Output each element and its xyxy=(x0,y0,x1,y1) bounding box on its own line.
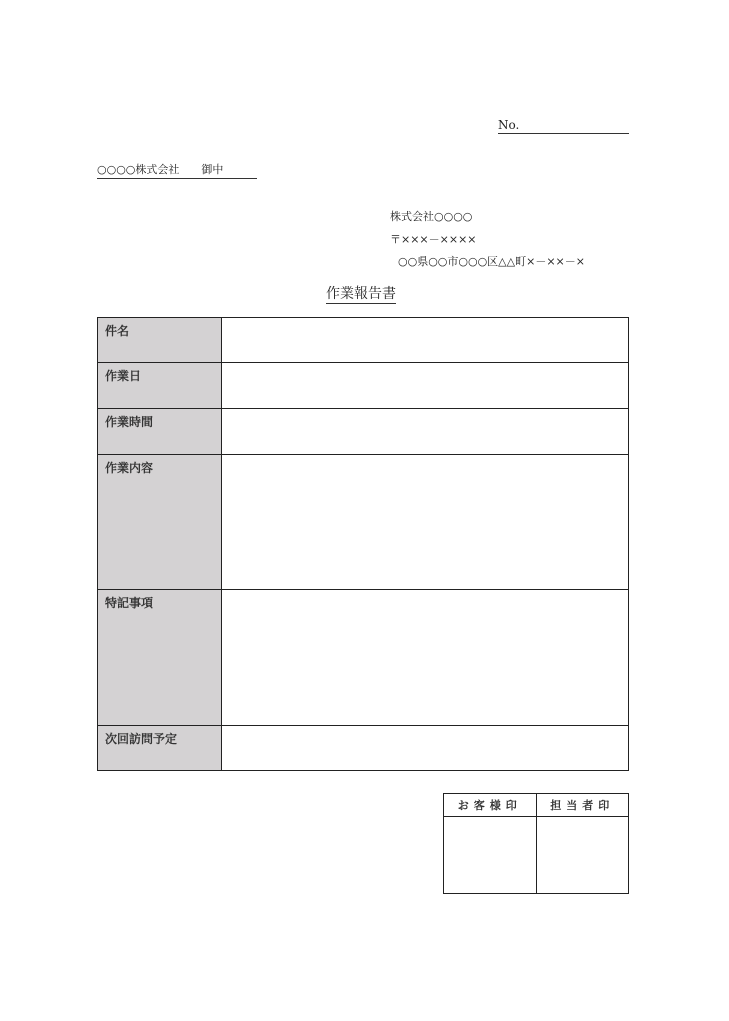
report-table xyxy=(97,317,629,771)
document-title: 作業報告書 xyxy=(326,286,396,302)
document-number-label: No. xyxy=(498,118,520,132)
recipient-honorific: 御中 xyxy=(201,163,224,176)
sender-address: ○○県○○市○○○区△△町×－××－× xyxy=(398,255,585,268)
customer-seal-label: お客様印 xyxy=(444,794,537,817)
row-label-work-content: 作業内容 xyxy=(98,455,222,590)
work-time-field[interactable] xyxy=(222,409,629,455)
staff-seal-box[interactable] xyxy=(536,817,629,894)
table-row xyxy=(98,409,629,455)
customer-seal-box[interactable] xyxy=(444,817,537,894)
staff-seal-label: 担当者印 xyxy=(536,794,629,817)
recipient-line xyxy=(97,162,257,179)
sender-postal-code: 〒×××－×××× xyxy=(390,232,477,246)
row-label-subject: 件名 xyxy=(98,318,222,363)
row-label-work-date: 作業日 xyxy=(98,363,222,409)
document-number-field[interactable] xyxy=(498,117,629,134)
recipient-company: ○○○○株式会社 xyxy=(97,163,180,176)
work-date-field[interactable] xyxy=(222,363,629,409)
table-row xyxy=(98,318,629,363)
seal-header-row xyxy=(444,794,629,817)
row-label-special-notes: 特記事項 xyxy=(98,590,222,726)
next-visit-field[interactable] xyxy=(222,726,629,771)
table-row xyxy=(98,455,629,590)
table-row xyxy=(98,363,629,409)
table-row xyxy=(98,726,629,771)
row-label-work-time: 作業時間 xyxy=(98,409,222,455)
sender-company: 株式会社○○○○ xyxy=(390,210,473,223)
table-row xyxy=(98,590,629,726)
special-notes-field[interactable] xyxy=(222,590,629,726)
seal-box-row xyxy=(444,817,629,894)
subject-field[interactable] xyxy=(222,318,629,363)
work-content-field[interactable] xyxy=(222,455,629,590)
row-label-next-visit: 次回訪問予定 xyxy=(98,726,222,771)
seal-table xyxy=(443,793,629,894)
sender-block xyxy=(390,206,585,274)
